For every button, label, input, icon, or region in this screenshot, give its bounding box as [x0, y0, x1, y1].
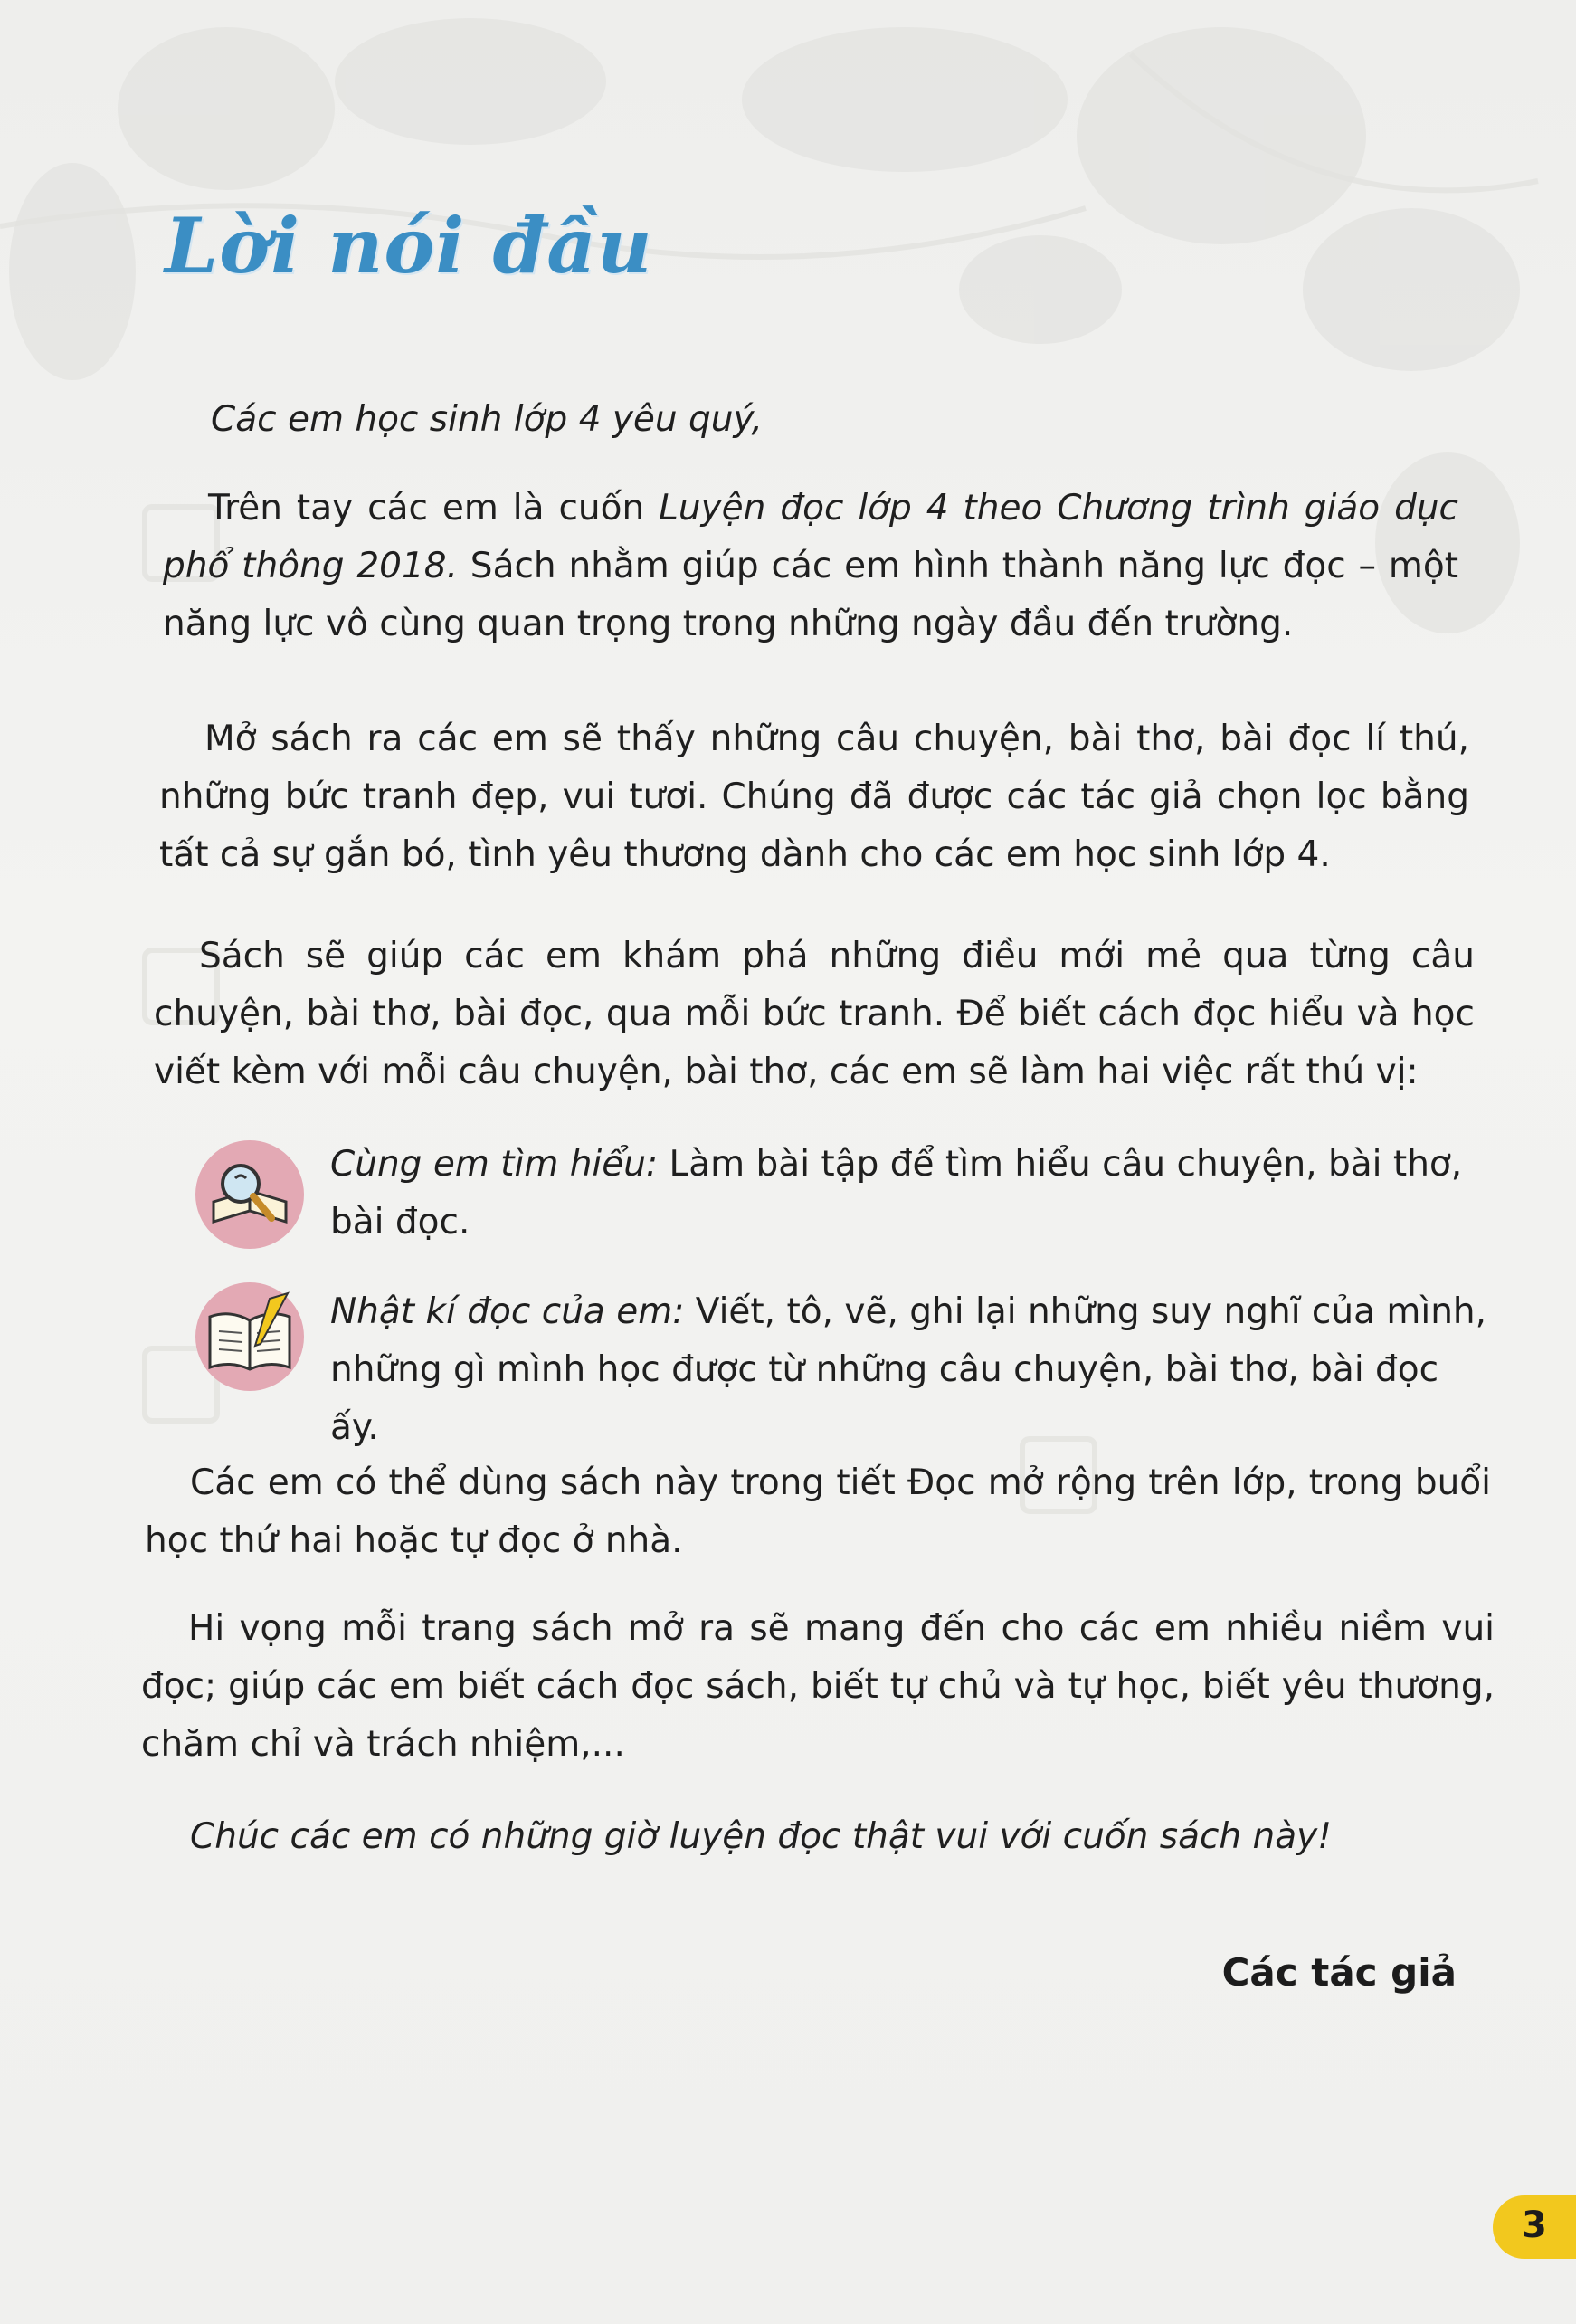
paragraph-activities: Sách sẽ giúp các em khám phá những điều mới mẻ qua từng câu chuyện, bài thơ, bài đọc, qua mỗi bức tranh. Để biết cách đọc hiểu và học viết kèm với mỗi câu chuyện, bài thơ, các em sẽ làm hai việc rất thú vị:	[154, 936, 1475, 1092]
book-title: Luyện đọc lớp 4 theo Chương trình giáo dục phổ thông 2018.	[163, 488, 1458, 586]
activity-item-explore	[330, 1136, 1488, 1252]
paragraph-usage: Các em có thể dùng sách này trong tiết Đọc mở rộng trên lớp, trong buổi học thứ hai hoặc tự đọc ở nhà.	[145, 1462, 1491, 1561]
closing-wish: Chúc các em có những giờ luyện đọc thật vui với cuốn sách này!	[190, 1816, 1332, 1857]
activity-label-explore: Cùng em tìm hiểu:	[330, 1144, 659, 1185]
magnifier-book-icon	[194, 1138, 306, 1251]
activity-label-diary: Nhật kí đọc của em:	[330, 1291, 685, 1332]
paragraph-contents: Mở sách ra các em sẽ thấy những câu chuyện, bài thơ, bài đọc lí thú, những bức tranh đẹp, vui tươi. Chúng đã được các tác giả chọn lọc bằng tất cả sự gắn bó, tình yêu thương dành cho các em học sinh lớp 4.	[159, 719, 1469, 875]
page-title: Lời nói đầu	[165, 201, 653, 290]
paragraph-hopes: Hi vọng mỗi trang sách mở ra sẽ mang đến cho các em nhiều niềm vui đọc; giúp các em biết cách đọc sách, biết tự chủ và tự học, biết yêu thương, chăm chỉ và trách nhiệm,...	[141, 1608, 1495, 1765]
activity-text-diary: Viết, tô, vẽ, ghi lại những suy nghĩ của mình, những gì mình học được từ những câu chuyện, bài thơ, bài đọc ấy.	[330, 1291, 1487, 1448]
greeting: Các em học sinh lớp 4 yêu quý,	[211, 399, 763, 440]
activity-text-explore: Làm bài tập để tìm hiểu câu chuyện, bài thơ, bài đọc.	[330, 1144, 1463, 1243]
activity-item-diary	[330, 1283, 1497, 1457]
notebook-pencil-icon	[194, 1281, 306, 1393]
page-number: 3	[1522, 2205, 1547, 2246]
paragraph-intro	[163, 480, 1458, 653]
signature: Các tác giả	[1221, 1950, 1457, 1995]
paragraph-intro-lead: Trên tay các em là cuốn	[208, 488, 660, 529]
paragraph-intro-rest: Sách nhằm giúp các em hình thành năng lực đọc – một năng lực vô cùng quan trọng trong những ngày đầu đến trường.	[163, 546, 1458, 644]
